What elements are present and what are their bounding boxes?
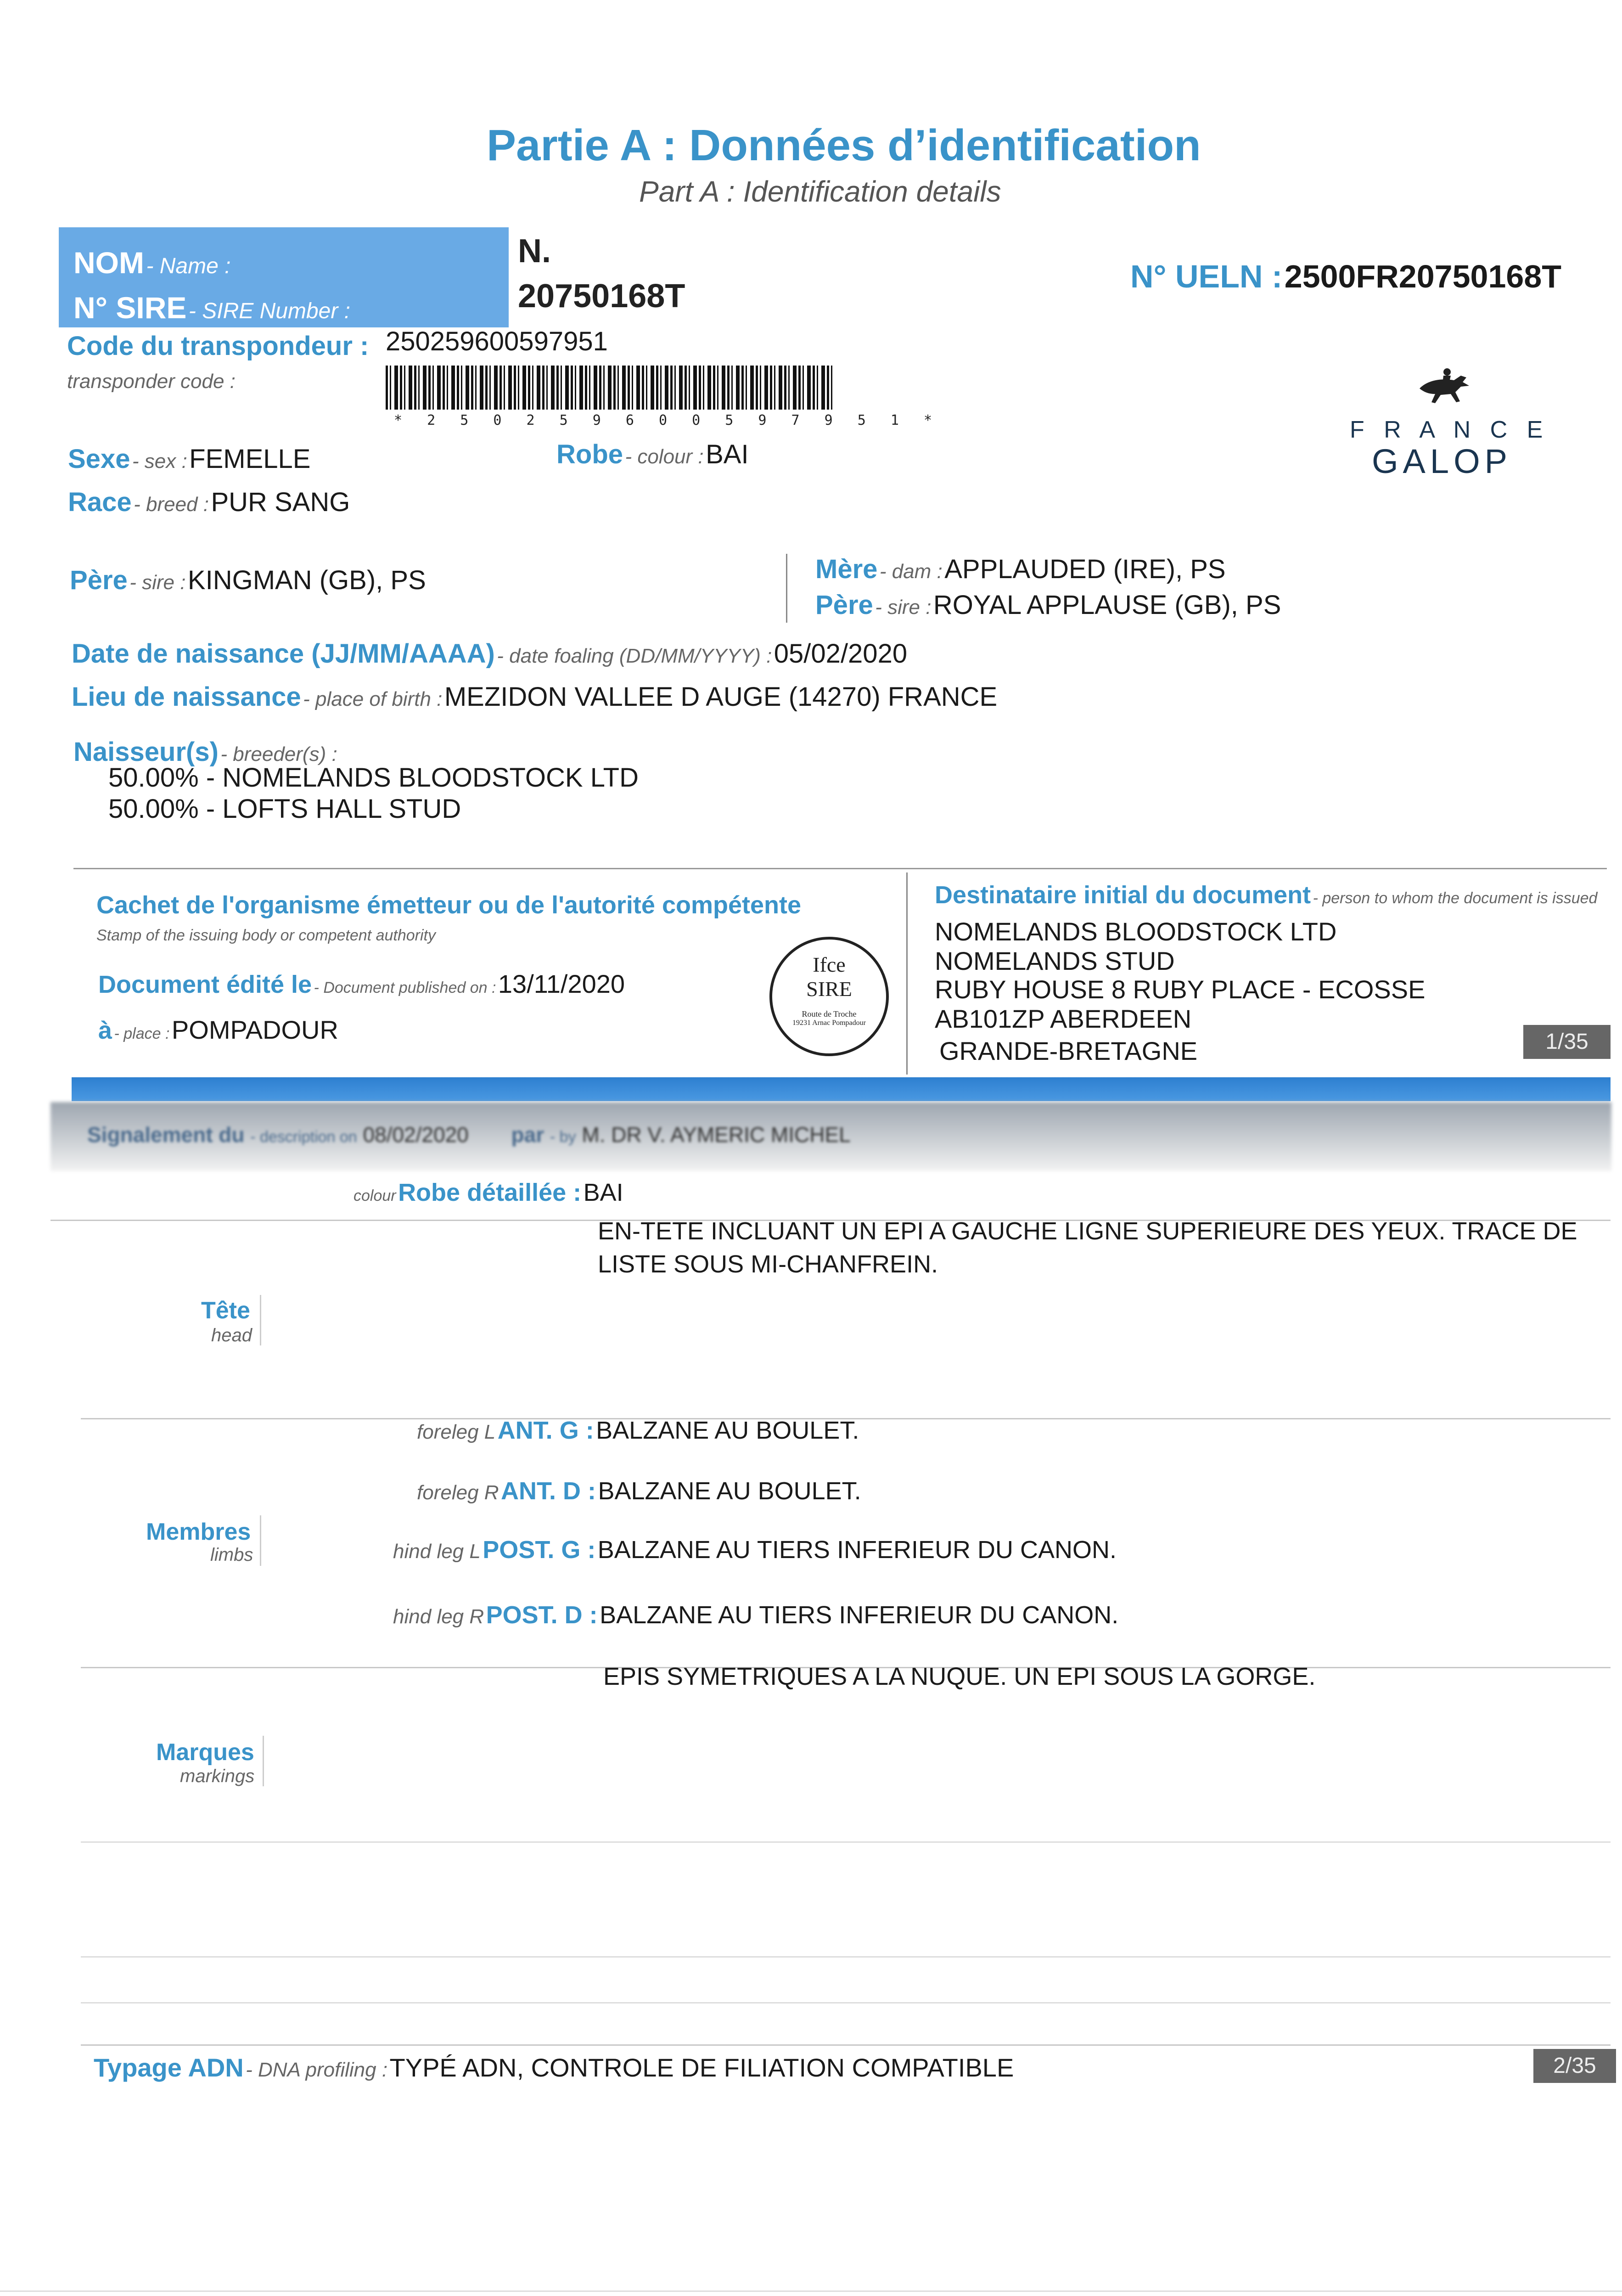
recipient-line: NOMELANDS BLOODSTOCK LTD	[935, 917, 1337, 946]
seal-line: SIRE	[806, 977, 852, 1001]
published-row: Document édité le - Document published on : 13/11/2020	[98, 969, 625, 998]
head-sub: head	[211, 1325, 252, 1345]
page-number-badge: 1/35	[1523, 1025, 1611, 1059]
limbs-label: Membres	[146, 1519, 251, 1545]
logo-france: F R A N C E	[1350, 416, 1549, 443]
sire-row: Père - sire : KINGMAN (GB), PS	[70, 565, 426, 595]
recipient-line: NOMELANDS STUD	[935, 946, 1175, 975]
dna-row: Typage ADN - DNA profiling : TYPÉ ADN, CONTROLE DE FILIATION COMPATIBLE	[94, 2053, 1014, 2082]
barcode-text: * 2 5 0 2 5 9 6 0 0 5 9 7 9 5 1 *	[394, 412, 941, 428]
seal-line: Ifce	[813, 953, 846, 976]
breeders-label-row: Naisseur(s) - breeder(s) :	[73, 737, 337, 767]
transponder-sub: transponder code :	[67, 370, 236, 393]
recipient-label-row: Destinataire initial du document - person to whom the document is issued	[935, 881, 1598, 909]
markings-description: EPIS SYMETRIQUES A LA NUQUE. UN EPI SOUS LA GORGE.	[603, 1663, 1316, 1690]
markings-sub: markings	[180, 1766, 255, 1786]
recipient-line: RUBY HOUSE 8 RUBY PLACE - ECOSSE	[935, 975, 1426, 1004]
rule	[81, 1841, 1611, 1843]
head-divider	[260, 1295, 261, 1345]
recipient-line: GRANDE-BRETAGNE	[939, 1036, 1198, 1065]
colour-row: Robe - colour : BAI	[556, 439, 749, 469]
seal-line: 19231 Arnac Pompadour	[792, 1019, 866, 1027]
breed-row: Race - breed : PUR SANG	[68, 487, 350, 517]
limb-row: hind leg L POST. G : BALZANE AU TIERS INFERIEUR DU CANON.	[393, 1536, 1117, 1564]
ueln: N° UELN : 2500FR20750168T	[1130, 259, 1562, 294]
ifce-seal	[769, 937, 889, 1056]
seal-line: Route de Troche	[802, 1009, 857, 1019]
issuer-top-rule	[73, 868, 1607, 869]
dam-divider	[786, 554, 787, 623]
stamp-sub: Stamp of the issuing body or competent authority	[96, 927, 436, 944]
page-subtitle: Part A : Identification details	[639, 175, 1001, 208]
limbs-divider	[260, 1515, 261, 1566]
place-row: à - place : POMPADOUR	[98, 1015, 338, 1044]
bottom-edge-rule	[0, 2290, 1622, 2292]
pob-row: Lieu de naissance - place of birth : MEZIDON VALLEE D AUGE (14270) FRANCE	[72, 682, 998, 712]
sex-row: Sexe - sex : FEMELLE	[68, 444, 311, 474]
sire-value: 20750168T	[518, 278, 685, 315]
recipient-line: AB101ZP ABERDEEN	[935, 1004, 1192, 1033]
limb-row: foreleg L ANT. G : BALZANE AU BOULET.	[417, 1417, 859, 1444]
page-title: Partie A : Données d’identification	[487, 121, 1201, 170]
head-description: LISTE SOUS MI-CHANFREIN.	[598, 1250, 938, 1278]
rule	[81, 1956, 1611, 1958]
barcode	[386, 366, 833, 410]
issuer-divider	[906, 872, 908, 1075]
horse-jockey-icon	[1415, 366, 1475, 407]
dob-row: Date de naissance (JJ/MM/AAAA) - date foaling (DD/MM/YYYY) : 05/02/2020	[72, 639, 908, 669]
sire-label: N° SIRE - SIRE Number :	[73, 291, 350, 325]
markings-divider	[263, 1736, 264, 1786]
limbs-sub: limbs	[210, 1545, 253, 1565]
limb-row: foreleg R ANT. D : BALZANE AU BOULET.	[417, 1477, 861, 1505]
markings-label: Marques	[156, 1739, 254, 1766]
head-description: EN-TETE INCLUANT UN EPI A GAUCHE LIGNE SUPERIEURE DES YEUX. TRACE DE	[598, 1217, 1577, 1245]
section-band	[72, 1077, 1611, 1101]
name-label: NOM - Name :	[73, 246, 231, 280]
limb-row: hind leg R POST. D : BALZANE AU TIERS INFERIEUR DU CANON.	[393, 1601, 1119, 1629]
page-number-badge: 2/35	[1533, 2049, 1616, 2083]
damsire-row: Père - sire : ROYAL APPLAUSE (GB), PS	[815, 590, 1281, 620]
breeder-line: 50.00% - NOMELANDS BLOODSTOCK LTD	[108, 763, 639, 793]
blurred-description-text: Signalement du - description on 08/02/2020 par - by M. DR V. AYMERIC MICHEL	[87, 1123, 851, 1147]
stamp-label: Cachet de l'organisme émetteur ou de l'autorité compétente	[96, 891, 802, 919]
dam-row: Mère - dam : APPLAUDED (IRE), PS	[815, 554, 1226, 584]
robe-detail-row: colour Robe détaillée : BAI	[354, 1179, 623, 1206]
head-label: Tête	[201, 1297, 250, 1324]
rule	[81, 2044, 1611, 2046]
transponder-label: Code du transpondeur :	[67, 331, 369, 361]
name-value: N.	[518, 233, 551, 270]
rule	[81, 2002, 1611, 2003]
logo-galop: GALOP	[1372, 442, 1512, 480]
breeder-line: 50.00% - LOFTS HALL STUD	[108, 794, 461, 824]
transponder-value: 250259600597951	[386, 326, 608, 356]
